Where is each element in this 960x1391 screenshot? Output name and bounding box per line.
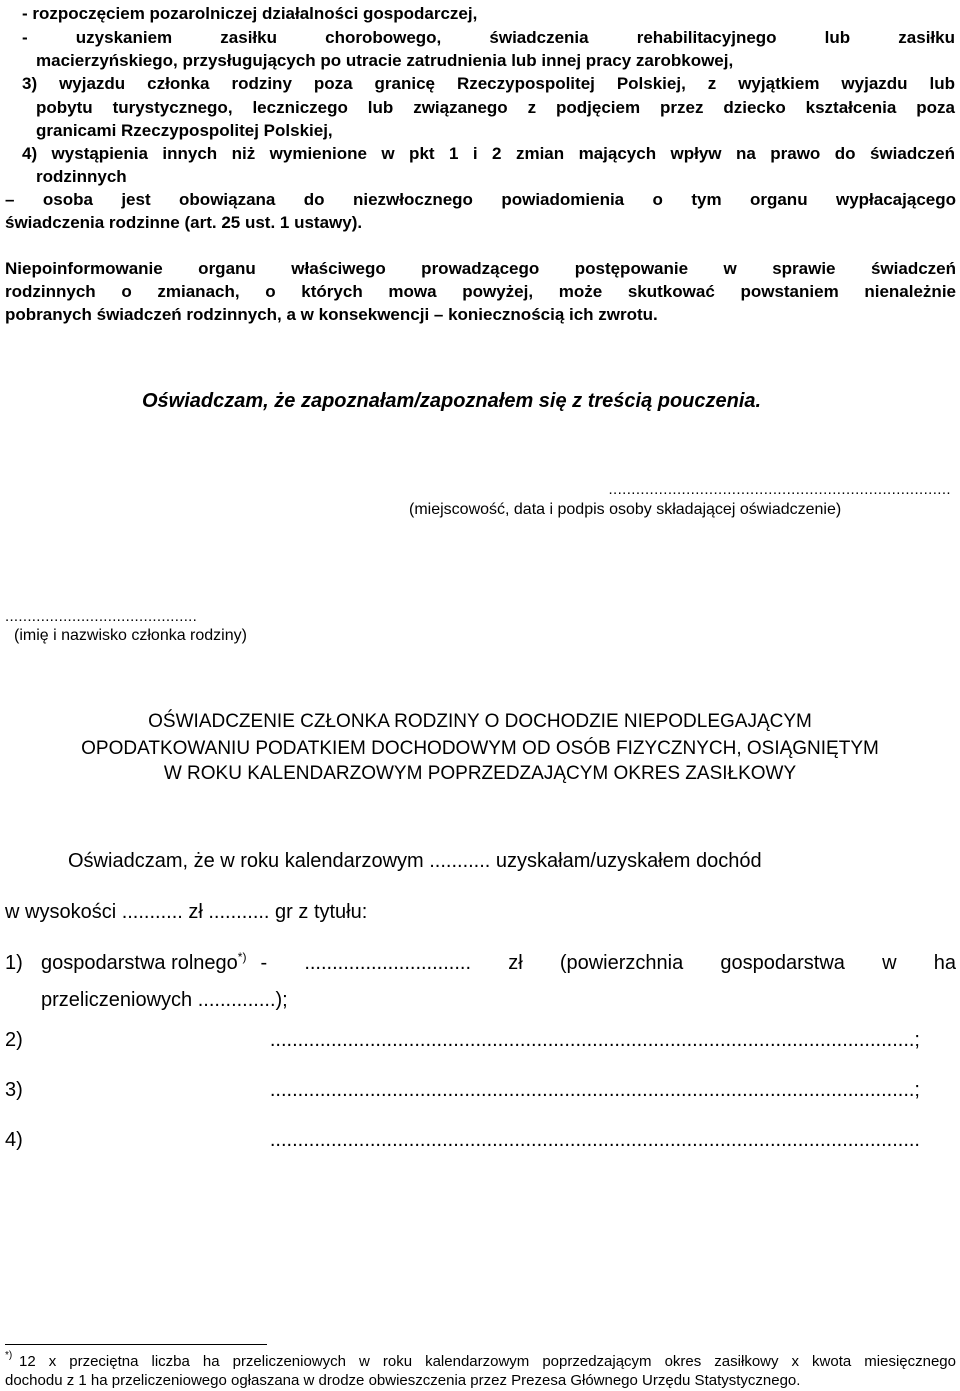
footnote-mark: *) xyxy=(5,1350,13,1361)
member-name-caption: (imię i nazwisko członka rodziny) xyxy=(14,627,247,644)
list-item: rodzinnych xyxy=(36,167,127,186)
list-item: - rozpoczęciem pozarolniczej działalności gospodarczej, xyxy=(22,4,478,23)
signature-caption: (miejscowość, data i podpis osoby składającej oświadczenie) xyxy=(409,501,842,518)
form-title-line: OPODATKOWANIU PODATKIEM DOCHODOWYM OD OSÓB FIZYCZNYCH, OSIĄGNIĘTYM xyxy=(81,738,879,759)
income-item-1 xyxy=(41,951,956,975)
list-item: 3) wyjazdu członka rodziny poza granicę Rzeczypospolitej Polskiej, z wyjątkiem wyjazdu lub xyxy=(22,74,955,93)
list-item: - uzyskaniem zasiłku chorobowego, świadczenia rehabilitacyjnego lub zasiłku xyxy=(22,28,955,47)
item-number: 3) xyxy=(5,1079,23,1101)
footnote-ref: *) xyxy=(237,950,247,964)
warning-paragraph-line: Niepoinformowanie organu właściwego prowadzącego postępowanie w sprawie świadczeń xyxy=(5,259,956,278)
item-2-dots: ....................................................................................................................; xyxy=(269,1029,920,1051)
list-item: świadczenia rodzinne (art. 25 ust. 1 ustawy). xyxy=(5,213,363,232)
item-1-continuation: przeliczeniowych ..............); xyxy=(41,989,288,1011)
list-item: – osoba jest obowiązana do niezwłocznego powiadomienia o tym organu wypłacającego xyxy=(5,190,956,209)
item-1-rest: - .............................. zł (powierzchnia gospodarstwa w ha xyxy=(260,952,956,974)
footnote-line: 12 x przeciętna liczba ha przeliczeniowych w roku kalendarzowym poprzedzającym okres zasiłkowy x kwota miesięcznego xyxy=(19,1353,956,1370)
member-name-dots: ........................................... xyxy=(5,608,198,625)
list-item: macierzyńskiego, przysługujących po utracie zatrudnienia lub innej pracy zarobkowej, xyxy=(36,51,734,70)
item-number: 1) xyxy=(5,952,23,974)
warning-paragraph-line: pobranych świadczeń rodzinnych, a w konsekwencji – koniecznością ich zwrotu. xyxy=(5,305,658,324)
form-title-line: W ROKU KALENDARZOWYM POPRZEDZAJĄCYM OKRES ZASIŁKOWY xyxy=(163,763,797,784)
warning-paragraph-line: rodzinnych o zmianach, o których mowa powyżej, może skutkować powstaniem nienależnie xyxy=(5,282,956,301)
item-number: 4) xyxy=(5,1129,23,1151)
list-item: 4) wystąpienia innych niż wymienione w pkt 1 i 2 zmian mających wpływ na prawo do świadczeń xyxy=(22,144,955,163)
declaration-statement: Oświadczam, że zapoznałam/zapoznałem się z treścią pouczenia. xyxy=(142,390,762,412)
form-title-line: OŚWIADCZENIE CZŁONKA RODZINY O DOCHODZIE NIEPODLEGAJĄCYM xyxy=(148,711,812,732)
item-3-dots: ....................................................................................................................; xyxy=(269,1079,920,1101)
income-intro: Oświadczam, że w roku kalendarzowym ........... uzyskałam/uzyskałem dochód xyxy=(68,850,762,872)
item-number: 2) xyxy=(5,1029,23,1051)
list-item: pobytu turystycznego, leczniczego lub związanego z podjęciem przez dziecko kształcenia poza xyxy=(36,98,955,117)
signature-dots: ........................................................................... xyxy=(608,481,951,498)
footnote-line: dochodu z 1 ha przeliczeniowego ogłaszana w drodze obwieszczenia przez Prezesa Głównego Urzędu Statystycznego. xyxy=(5,1372,801,1389)
item-4-dots: ..................................................................................................................... xyxy=(269,1129,920,1151)
item-1-label: gospodarstwa rolnego*) xyxy=(41,950,247,974)
income-amount: w wysokości ........... zł ........... gr z tytułu: xyxy=(5,901,368,923)
footnote-separator xyxy=(5,1344,267,1345)
list-item: granicami Rzeczypospolitej Polskiej, xyxy=(36,121,333,140)
